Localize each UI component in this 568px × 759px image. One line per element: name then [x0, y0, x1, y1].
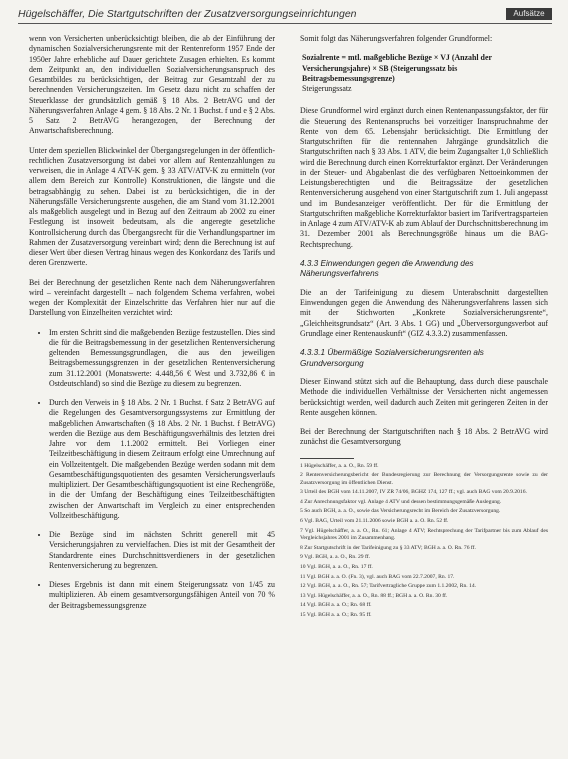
header-rule — [18, 23, 552, 24]
footnote: 11 Vgl. BGH a. a. O. (Fn. 3), vgl. auch BAG vom 22.7.2007, Rn. 17. — [300, 573, 455, 580]
footnote: 9 Vgl. BGH, a. a. O., Rn. 29 ff. — [300, 554, 371, 561]
running-header-title: Hügelschäffer, Die Startgutschriften der Zusatzversorgungseinrichtungen — [18, 8, 357, 20]
left-paragraph-1: wenn von Versicherten unberücksichtigt bleiben, die ab der Einführung der dynamischen Sozialversicherungsrente mit der Rentenreform 1957 Ende der 1950er Jahre erhebliche auf Dauer gerichtete Zusagen erhielten. Es kommt dem Zeitpunkt an, den individuellen Sozialversicherungsanspruch des Gesamtbildes zu berücksichtigen, der Beitrag zur Gesamtzahl der zu berechnenden Versicherungszeiten. Im Gesetz dazu nicht zu schaffen der Steuerklasse der grundsätzlich gemäß § 18 Abs. 2 BetrAVG und der Näherungsverfahren Anlage 4 gem. § 18 Abs. 2 Nr. 1 Buchst. f und e § 2 Abs. 5 Satz 2 BetrAVG herangezogen, der Berechnung der Anwartschaftsberechnung. — [29, 34, 275, 136]
footnote: 4 Zur Anrechnungsfaktor vgl. Anlage 4 ATV und dessen bestimmungsgemäße Auslegung. — [300, 498, 502, 505]
footnote: 13 Vgl. Hügelschäffer, a. a. O., Rn. 88 ff.; BGH a. a. O. Rn. 30 ff. — [300, 592, 448, 599]
formula-line-2: Steigerungssatz — [302, 84, 352, 93]
list-item: • Dieses Ergebnis ist dann mit einem Steigerungssatz von 1/45 zu multiplizieren. Ab einem gesamtversorgungsfähigen Anteil von 70 % der Beitragsbemessungsgrenze — [49, 580, 275, 611]
left-paragraph-3: Bei der Berechnung der gesetzlichen Rente nach dem Näherungsverfahren wird – vereinfacht dargestellt – nach folgendem Schema verfahren, wobei wegen der Komplexität der Einzelschritte das Verfahren hier nur auf die Darstellung von Einzelheiten verzichtet wird: — [29, 277, 275, 318]
calculation-steps-list — [29, 328, 275, 611]
footnote: 8 Zur Startgutschrift in der Tarifeinigung zu § 33 ATV; BGH a. a. O. Rn. 76 ff. — [300, 544, 476, 551]
right-paragraph-3: Dieser Einwand stützt sich auf die Behauptung, dass durch diese pauschale Methode die individuellen Verhältnisse der Versicherten nicht angemessen berücksichtigt werden, weil dadurch auch Zeiten mit geringeren Zeiten in der Rente ausgehen können. — [300, 377, 548, 417]
footnote: 12 Vgl. BGH, a. a. O., Rn. 57; Tarifvertragliche Gruppe zum 1.1.2002, Rn. 14. — [300, 583, 477, 590]
footnote: 1 Hügelschäffer, a. a. O., Rn. 59 ff. — [300, 462, 379, 469]
section-heading-4-3-3: 4.3.3 Einwendungen gegen die Anwendung des Näherungsverfahrens — [300, 258, 474, 279]
footnote: 5 So auch BGH, a. a. O., sowie das Versicherungsrecht im Bereich der Zusatzversorgung. — [300, 508, 501, 515]
right-column — [300, 34, 548, 622]
right-intro: Somit folgt das Näherungsverfahren folgender Grundformel: — [300, 34, 493, 43]
footnote: 7 Vgl. Hügelschäffer, a. a. O., Rn. 61; Anlage 4 ATV; Rechtsprechung der Tarifpartner bis zum Ablauf des Vergleichsjahres 2001 im Zusammenhang. — [300, 527, 548, 542]
footnote: 10 Vgl. BGH, a. a. O., Rn. 17 ff. — [300, 564, 373, 571]
footnote: 14 Vgl. BGH a. a. O.; Rn. 68 ff. — [300, 602, 372, 609]
formula-line: Sozialrente = mtl. maßgebliche Bezüge × VJ (Anzahl der Versicherungsjahre) × SB (Steigerungssatz bis Beitragsbemessungsgrenze) — [302, 53, 492, 83]
footnote: 2 Rentenversicherungsbericht der Bundesregierung zur Berechnung der Versorgungsrente sowie zu der Zusatzversorgung im öffentlichen Dienst. — [300, 472, 548, 486]
footnote: 15 Vgl. BGH a. a. O.; Rn. 95 ff. — [300, 612, 372, 618]
footnote-rule — [300, 458, 354, 459]
footnote: 6 Vgl. BAG, Urteil vom 21.11.2006 sowie BGH a. a. O. Rn. 52 ff. — [300, 518, 449, 525]
right-paragraph-2: Die an der Tarifeinigung zu diesem Unterabschnitt dargestellten Einwendungen gegen die Anwendung des Näherungsverfahrens lassen sich mit der Stichworten „Konkrete Sozialversicherungsrente“, „Gleichheitsgrundsatz“ (Art. 3 Abs. 1 GG) und „Überversorgungsverbot auf Grundlage einer Rentenauskunft“ (GIZ 4.3.3.2) zusammenfassen. — [300, 287, 548, 338]
list-item: • Durch den Verweis in § 18 Abs. 2 Nr. 1 Buchst. f Satz 2 BetrAVG auf die Regelungen des Gesamtversorgungssystems zur Ermittlung der maßgeblichen Anwartschaften (§ 18 Abs. 2 Nr. 1 Buchst. f BetrAVG) werden die Bezüge aus dem Beschäftigungsverhältnis des letzten drei Jahre vor dem 1.1.2002 ermittelt. Bei Vorliegen einer Teilzeitbeschäftigung in diesem Zeitraum erfolgt eine Umrechnung auf ein Vollzeitentgelt. Die maßgebenden Bezüge werden sodann mit dem Gesamtbeschäftigungsquotienten des gesamten Versicherungsverlaufs multipliziert. Der Gesamtbeschäftigungsquotient ist eine Rechengröße, in die der Umfang der Beschäftigung eines Teilzeitbeschäftigten zwischen der Anwartschaft im Vergleich zu einer entsprechenden Vollzeitbeschäftigung. — [49, 398, 275, 521]
running-header — [18, 8, 552, 24]
formula-block — [300, 53, 548, 94]
section-badge: Aufsätze — [506, 8, 552, 20]
footnotes-list — [300, 463, 548, 620]
right-paragraph-4: Bei der Berechnung der Startgutschriften nach § 18 Abs. 2 BetrAVG wird zunächst die Gesamtversorgung — [300, 427, 548, 447]
list-item: • Die Bezüge sind im nächsten Schritt generell mit 45 Versicherungsjahren zu vervielfachen. Dies ist mit der Gesamtheit der Standardrente eines Durchschnittsverdieners in der gesetzlichen Rentenversicherung zu begrenzen. — [49, 530, 275, 571]
list-item: • Im ersten Schritt sind die maßgebenden Bezüge festzustellen. Dies sind die für die Beitragsbemessung in der gesetzlichen Rentenversicherung geltenden Bemessungsgrundlagen, die aus den jeweiligen Beitragsbemessungsgrenzen in der gesetzlichen Rentenversicherung zum 31.12.2001 (Monatswerte: 4.448,56 € West und 3.732,86 € in Ostdeutschland) so sind die Bezüge zu diesem zu begrenzen. — [49, 328, 275, 390]
right-paragraph-1: Diese Grundformel wird ergänzt durch einen Rentenanpassungsfaktor, der für die Steuerung des Rentenanspruchs bei vorzeitiger Inanspruchnahme der Rente von dem 65. Lebensjahr berücksichtigt. Die Ermittlung der Startgutschriften für die rentennahen Jahrgänge grundsätzlich die Startgutschriften nach § 33 Abs. 1 ATV, die beim Zugangsalter 1,0 Schließlich wird die Berechnung durch einen Korrekturfaktor ergänzt. Der Veränderungen in der Steuer- und Abgabenlast die des verfügbaren Nettoeinkommen der Leistungsberechtigten und die Beitragssätze der gesetzlichen Rentenversicherung ausgehend von einer Startgutschrift zum 1. Juli angepasst und im Bundesanzeiger veröffentlicht. Der für die Ermittlung der Startgutschriften maßgebliche Korrekturfaktor basiert im Tarifvertragsparteien in Anlage 4 zum ATV/ATV-K ab zum Ablauf der Durchschnittsberechnung im 31. Dezember 2001 als Berechnungsgröße hinaus um die BAG-Rechtsprechung. — [300, 106, 548, 249]
left-column — [29, 34, 275, 620]
section-heading-4-3-3-1: 4.3.3.1 Übermäßige Sozialversicherungsrenten als Grundversorgung — [300, 348, 484, 368]
left-paragraph-2: Unter dem speziellen Blickwinkel der Übergangsregelungen in der öffentlich-rechtlichen Zusatzversorgung ist dabei vor allem auf Rentenzahlungen zu verweisen, die in Anlage 4 ATV-K gem. § 33 ATV/ATV-K zu ermitteln (vor allem dem Bereich zur Kontrolle) Konstruktionen, die längste und die betragsabhängig zu sehen. Dabei ist zu berücksichtigen, die in der Näherungsfälle Versicherungsrente ausgehen, die am Stand vom 31.12.2001 als maßgeblich ausgelegt und in Bezug auf den Zeitraum ab 2002 zu einer Festlegung ist insoweit bedeutsam, als die angeregte gesetzliche Kontrollsicherung durch das Übergangsrecht für die Verhandlungspartner im Rahmen der Zusatzversorgung vereinbart wird; denn die Berechnung ist auf dieser Wert über diesen Vertrag hinaus wegen des Konkordanz des Tarifs und deren Grenzwerte. — [29, 145, 275, 268]
footnote: 3 Urteil des BGH vom 14.11.2007, IV ZR 74/06, BGHZ 174, 127 ff.; vgl. auch BAG vom 20.9.2016. — [300, 489, 527, 496]
